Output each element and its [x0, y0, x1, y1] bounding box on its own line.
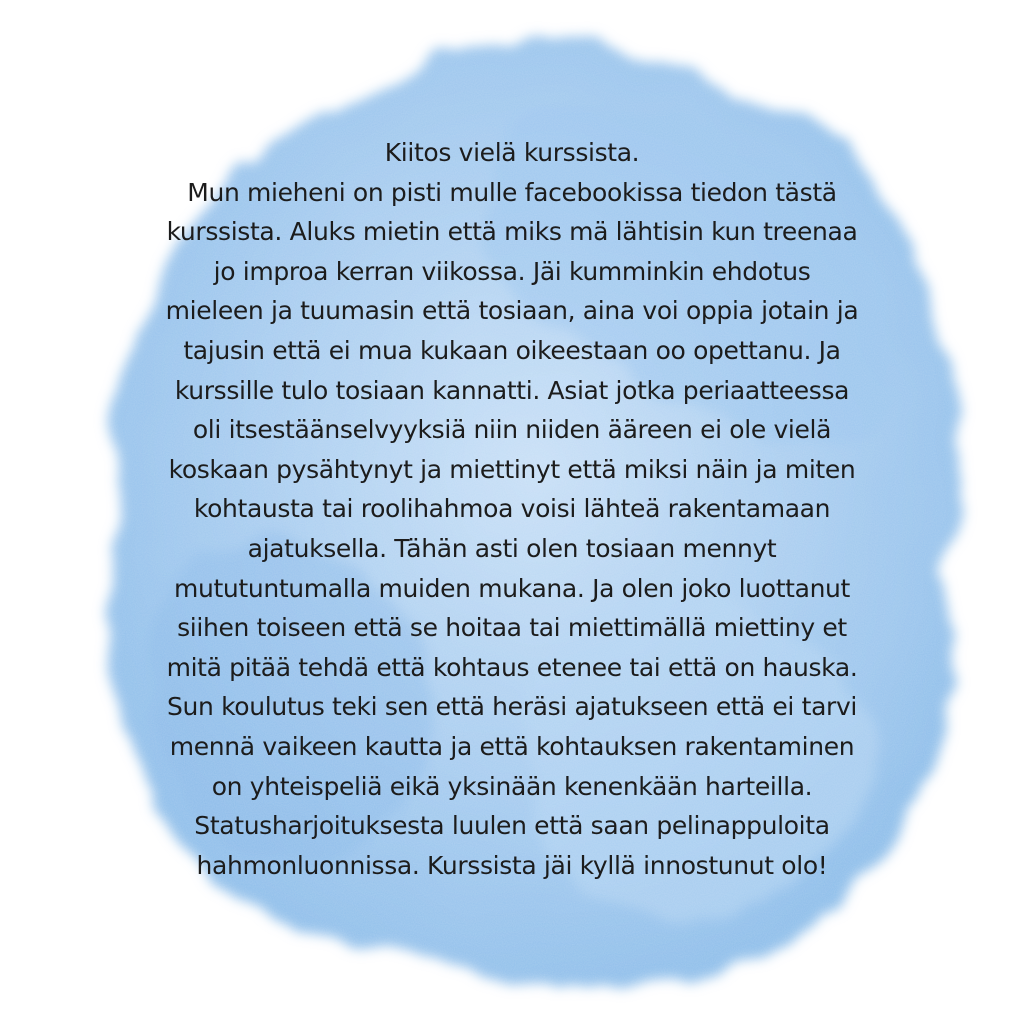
text-line: mennä vaikeen kautta ja että kohtauksen rakentaminen	[169, 731, 855, 761]
text-line: kurssista. Aluks mietin että miks mä lähtisin kun treenaa	[166, 217, 858, 247]
text-line: ajatuksella. Tähän asti olen tosiaan mennyt	[247, 533, 777, 563]
text-line: hahmonluonnissa. Kurssista jäi kyllä innostunut olo!	[196, 850, 828, 880]
text-line: on yhteispeliä eikä yksinään kenenkään harteilla.	[211, 771, 813, 801]
text-line: mututuntumalla muiden mukana. Ja olen joko luottanut	[173, 573, 851, 603]
text-line: mieleen ja tuumasin että tosiaan, aina voi oppia jotain ja	[165, 296, 859, 326]
text-line: Statusharjoituksesta luulen että saan pelinappuloita	[194, 811, 830, 841]
text-line: Kiitos vielä kurssista.	[384, 138, 640, 167]
text-line: jo improa kerran viikossa. Jäi kumminkin ehdotus	[213, 256, 811, 286]
text-line: koskaan pysähtynyt ja miettinyt että miksi näin ja miten	[168, 454, 856, 484]
text-line: Sun koulutus teki sen että heräsi ajatukseen että ei tarvi	[166, 692, 858, 722]
text-line: Mun mieheni on pisti mulle facebookissa tiedon tästä	[187, 177, 837, 207]
text-line: kurssille tulo tosiaan kannatti. Asiat jotka periaatteessa	[174, 375, 850, 405]
text-line: oli itsestäänselvyyksiä niin niiden ääreen ei ole vielä	[192, 415, 832, 445]
text-line: siihen toiseen että se hoitaa tai miettimällä miettiny et	[177, 613, 847, 643]
text-line: tajusin että ei mua kukaan oikeestaan oo opettanu. Ja	[183, 335, 841, 365]
text-line: kohtausta tai roolihahmoa voisi lähteä rakentamaan	[193, 494, 831, 524]
testimonial-text	[112, 133, 912, 885]
text-line: mitä pitää tehdä että kohtaus etenee tai että on hauska.	[166, 652, 858, 682]
